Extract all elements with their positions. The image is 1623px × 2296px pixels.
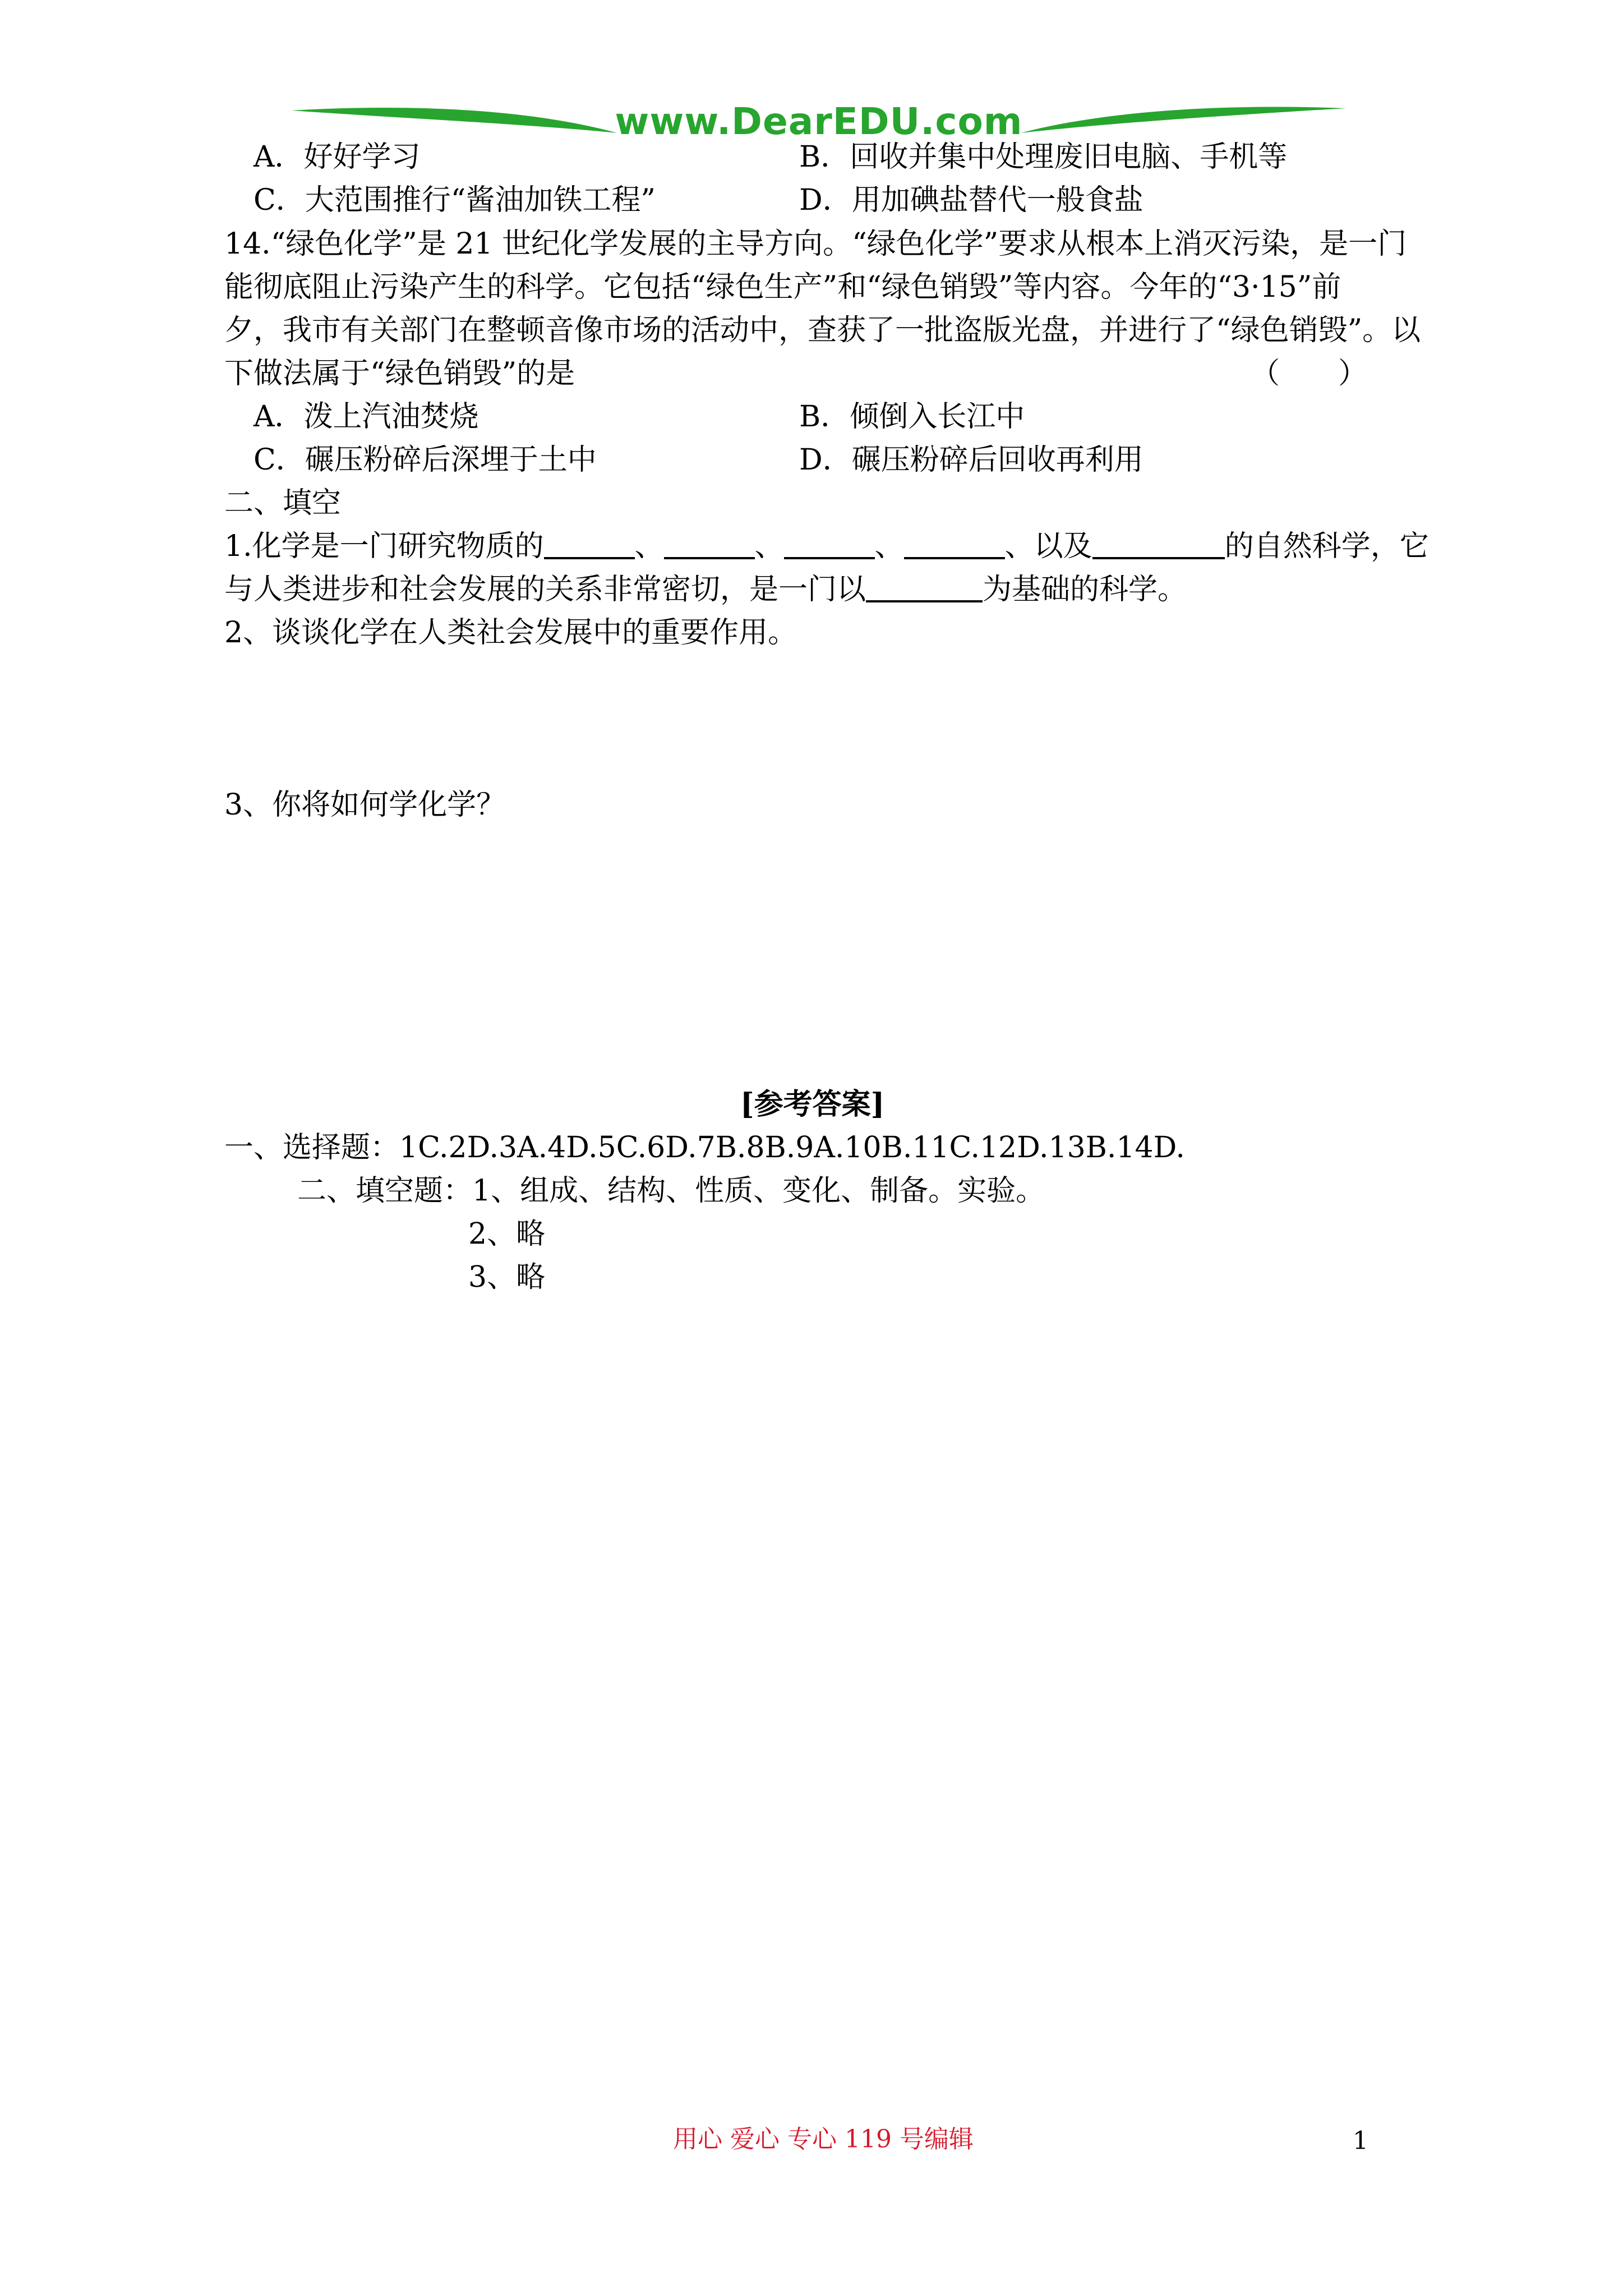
fill-blank-6[interactable] <box>866 573 983 602</box>
fill-q1-sep-1: 、 <box>634 530 664 563</box>
footer-text: 用心 爱心 专心 119 号编辑 <box>673 2125 974 2154</box>
fill-blank-1[interactable] <box>544 530 635 559</box>
fill-q1-sep-2: 、 <box>754 530 784 563</box>
fill-blank-2[interactable] <box>664 530 755 559</box>
q14-option-a: A．泼上汽油焚烧 <box>253 400 479 434</box>
section-2-heading: 二、填空 <box>224 486 342 520</box>
fill-q1-part-2: 、以及 <box>1004 530 1092 563</box>
fill-q2: 2、谈谈化学在人类社会发展中的重要作用。 <box>224 616 797 650</box>
q14-line-3: 夕，我市有关部门在整顿音像市场的活动中，查获了一批盗版光盘，并进行了“绿色销毁”。以 <box>224 314 1421 347</box>
fill-q1-part-1: 1.化学是一门研究物质的 <box>224 530 544 563</box>
fill-blank-4[interactable] <box>904 530 1005 559</box>
fill-q3: 3、你将如何学化学？ <box>224 788 506 822</box>
fill-blank-5[interactable] <box>1092 530 1225 559</box>
fill-q1-line-2b: 为基础的科学。 <box>983 573 1187 606</box>
answers-choice: 一、选择题：1C.2D.3A.4D.5C.6D.7B.8B.9A.10B.11C.12D.13B.14D. <box>224 1131 1185 1165</box>
page-number: 1 <box>1353 2127 1368 2155</box>
q13-option-c: C．大范围推行“酱油加铁工程” <box>253 183 656 217</box>
q13-option-b: B．回收并集中处理废旧电脑、手机等 <box>799 140 1288 174</box>
answers-fill-3: 3、略 <box>468 1260 546 1294</box>
answers-fill: 二、填空题：1、组成、结构、性质、变化、制备。实验。 <box>297 1174 1045 1208</box>
q14-option-b: B．倾倒入长江中 <box>799 400 1025 434</box>
fill-q1-sep-3: 、 <box>874 530 904 563</box>
q14-option-d: D．碾压粉碎后回收再利用 <box>799 443 1144 477</box>
q13-option-d: D．用加碘盐替代一般食盐 <box>799 183 1144 217</box>
answers-title: [参考答案] <box>740 1087 885 1121</box>
fill-q1-line-2a: 与人类进步和社会发展的关系非常密切，是一门以 <box>224 573 866 606</box>
q13-option-a: A．好好学习 <box>253 140 421 174</box>
q14-line-1: 14.“绿色化学”是 21 世纪化学发展的主导方向。“绿色化学”要求从根本上消灭污染，是一门 <box>224 227 1407 261</box>
fill-blank-3[interactable] <box>784 530 875 559</box>
fill-q1-part-3: 的自然科学，它 <box>1224 530 1429 563</box>
q14-line-4: 下做法属于“绿色销毁”的是 <box>224 357 575 390</box>
q14-line-2: 能彻底阻止污染产生的科学。它包括“绿色生产”和“绿色销毁”等内容。今年的“3·15”前 <box>224 270 1341 304</box>
q14-answer-paren: （ ） <box>1251 357 1368 390</box>
q14-option-c: C．碾压粉碎后深埋于土中 <box>253 443 597 477</box>
answers-fill-2: 2、略 <box>468 1217 546 1251</box>
fill-q1-line-1 <box>224 530 1429 563</box>
logo-text: www.DearEDU.com <box>615 100 1023 143</box>
fill-q1-line-2 <box>224 573 1187 606</box>
